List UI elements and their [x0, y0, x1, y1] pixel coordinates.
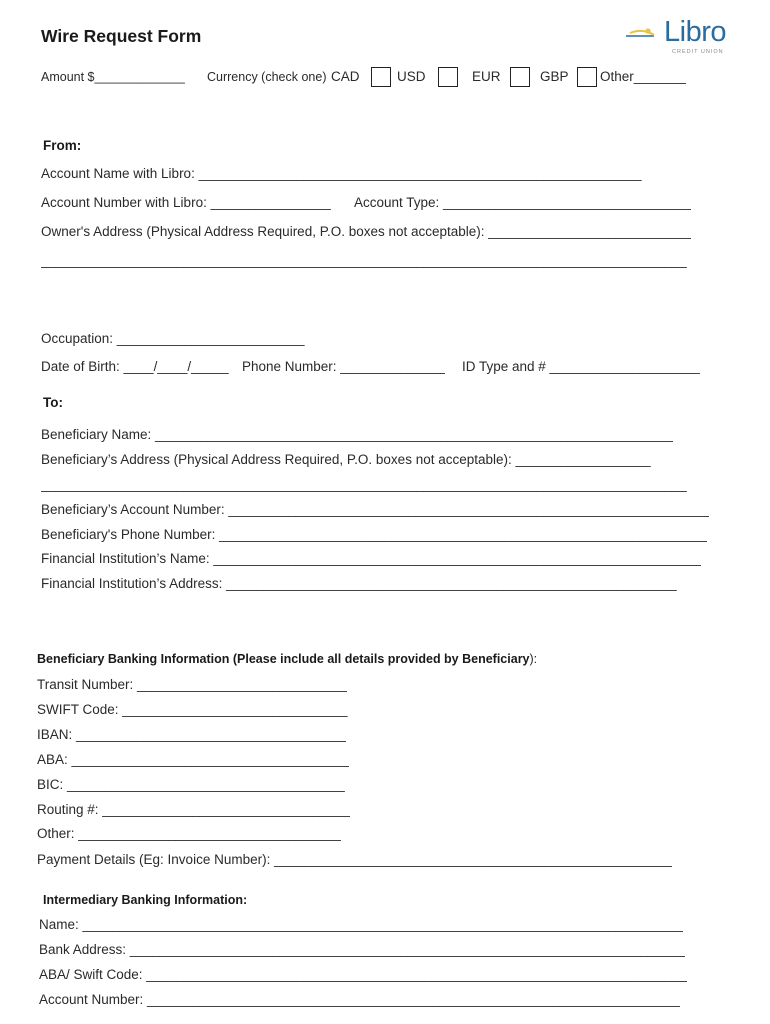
currency-other-field[interactable]: Other_______ — [600, 69, 687, 84]
currency-option-usd: USD — [397, 69, 426, 84]
logo-subtext: CREDIT UNION — [672, 49, 724, 55]
intermediary-bank-address-field[interactable]: Bank Address: __________________________________________________________________________ — [39, 942, 686, 957]
from-heading: From: — [43, 138, 82, 153]
institution-name-field[interactable]: Financial Institution’s Name: _________________________________________________________________ — [41, 551, 702, 566]
beneficiary-account-field[interactable]: Beneficiary’s Account Number: ________________________________________________________________ — [41, 502, 709, 517]
id-type-field[interactable]: ID Type and # ____________________ — [462, 359, 700, 374]
other-field[interactable]: Other: ___________________________________ — [37, 826, 342, 841]
aba-field[interactable]: ABA: _____________________________________ — [37, 752, 350, 767]
logo-wordmark: Libro — [664, 16, 726, 48]
date-of-birth-field[interactable]: Date of Birth: ____/____/_____ — [41, 359, 229, 374]
owners-address-field[interactable]: Owner's Address (Physical Address Required, P.O. boxes not acceptable): ___________________________ — [41, 224, 692, 239]
beneficiary-address-line2[interactable]: ______________________________________________________________________________________ — [41, 477, 687, 492]
checkbox-cad[interactable] — [371, 67, 391, 87]
iban-field[interactable]: IBAN: ____________________________________ — [37, 727, 347, 742]
beneficiary-address-field[interactable]: Beneficiary’s Address (Physical Address Required, P.O. boxes not acceptable): __________________ — [41, 452, 651, 467]
intermediary-name-field[interactable]: Name: ________________________________________________________________________________ — [39, 917, 684, 932]
account-number-field[interactable]: Account Number with Libro: ________________ — [41, 195, 331, 210]
checkbox-usd[interactable] — [438, 67, 458, 87]
form-title: Wire Request Form — [41, 26, 202, 46]
checkbox-gbp[interactable] — [577, 67, 597, 87]
to-heading: To: — [43, 395, 63, 410]
checkbox-eur[interactable] — [510, 67, 530, 87]
phone-number-field[interactable]: Phone Number: ______________ — [242, 359, 446, 374]
institution-address-field[interactable]: Financial Institution’s Address: ____________________________________________________________ — [41, 576, 677, 591]
account-name-field[interactable]: Account Name with Libro: ___________________________________________________________ — [41, 166, 642, 181]
beneficiary-banking-heading — [37, 652, 537, 666]
amount-field[interactable]: Amount $_____________ — [41, 70, 185, 84]
beneficiary-banking-heading-text: Beneficiary Banking Information (Please include all details provided by Beneficiary — [37, 652, 530, 666]
bic-field[interactable]: BIC: _____________________________________ — [37, 777, 345, 792]
currency-label: Currency (check one) — [207, 70, 327, 84]
intermediary-heading: Intermediary Banking Information: — [43, 893, 248, 907]
beneficiary-name-field[interactable]: Beneficiary Name: _____________________________________________________________________ — [41, 427, 674, 442]
payment-details-field[interactable]: Payment Details (Eg: Invoice Number): _____________________________________________________ — [37, 852, 673, 867]
intermediary-account-number-field[interactable]: Account Number: _______________________________________________________________________ — [39, 992, 681, 1007]
currency-option-cad: CAD — [331, 69, 360, 84]
account-type-field[interactable]: Account Type: _________________________________ — [354, 195, 691, 210]
libro-logo — [624, 18, 728, 58]
intermediary-aba-swift-field[interactable]: ABA/ Swift Code: ________________________________________________________________________ — [39, 967, 687, 982]
beneficiary-phone-field[interactable]: Beneficiary's Phone Number: _________________________________________________________________ — [41, 527, 708, 542]
transit-number-field[interactable]: Transit Number: ____________________________ — [37, 677, 348, 692]
beneficiary-banking-heading-end: ): — [529, 652, 538, 666]
owners-address-line2[interactable]: ______________________________________________________________________________________ — [41, 253, 687, 268]
logo-swoosh-icon — [624, 26, 668, 44]
routing-field[interactable]: Routing #: _________________________________ — [37, 802, 351, 817]
currency-option-gbp: GBP — [540, 69, 569, 84]
swift-code-field[interactable]: SWIFT Code: ______________________________ — [37, 702, 348, 717]
currency-option-eur: EUR — [472, 69, 501, 84]
occupation-field[interactable]: Occupation: _________________________ — [41, 331, 305, 346]
